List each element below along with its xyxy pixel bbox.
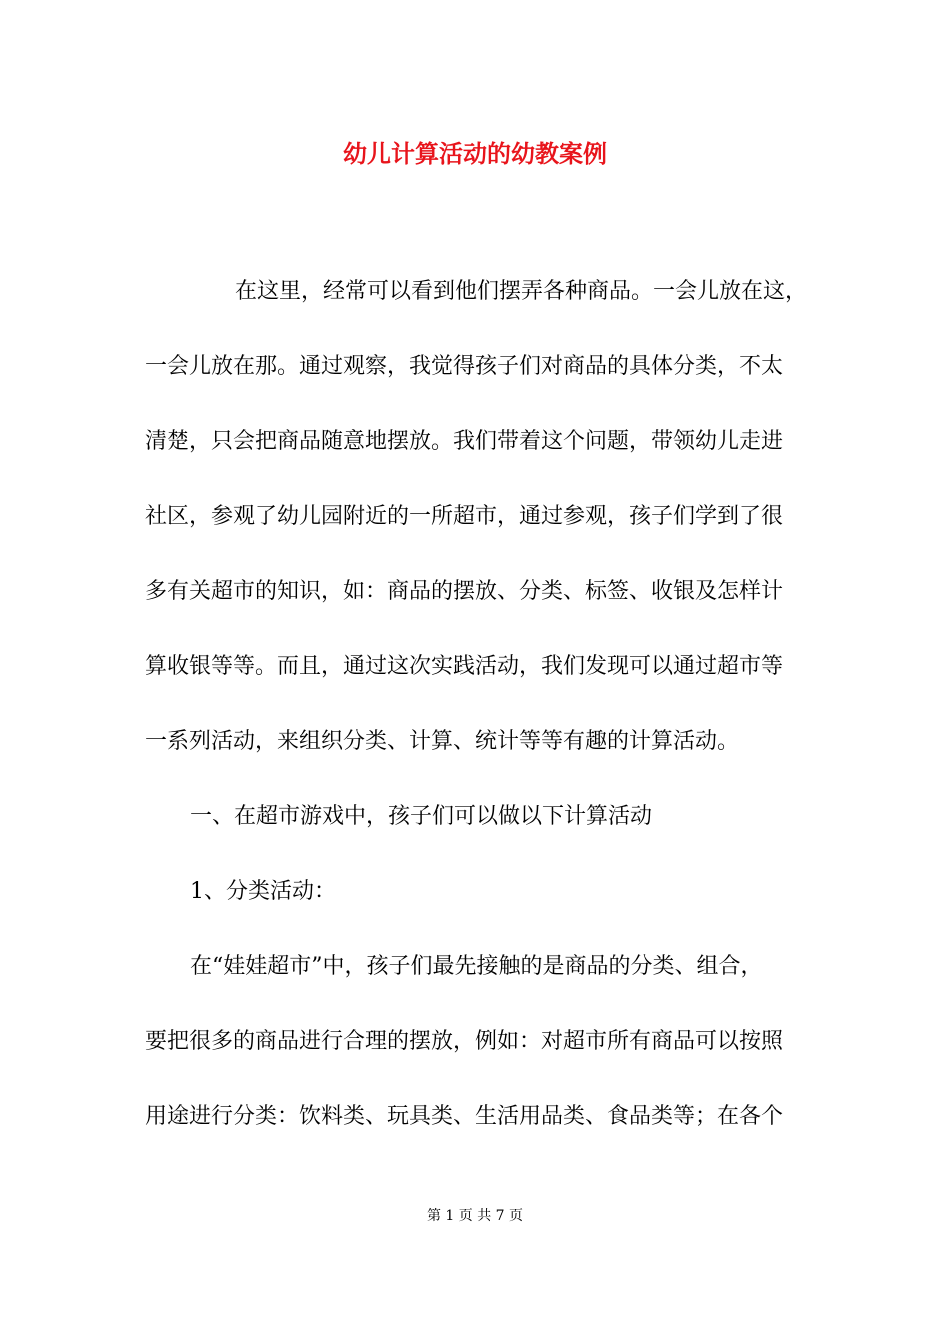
paragraph-line: 清楚，只会把商品随意地摆放。我们带着这个问题，带领幼儿走进 <box>145 429 784 454</box>
section-heading: 一、在超市游戏中，孩子们可以做以下计算活动 <box>190 804 653 829</box>
paragraph-line: 在这里，经常可以看到他们摆弄各种商品。一会儿放在这， <box>235 279 808 304</box>
paragraph-line: 在“娃娃超市”中，孩子们最先接触的是商品的分类、组合， <box>190 954 763 979</box>
paragraph-line: 用途进行分类：饮料类、玩具类、生活用品类、食品类等；在各个 <box>145 1104 784 1129</box>
paragraph-line: 要把很多的商品进行合理的摆放，例如：对超市所有商品可以按照 <box>145 1029 784 1054</box>
document-title: 幼儿计算活动的幼教案例 <box>343 139 607 168</box>
subsection-heading: 1、分类活动： <box>190 879 336 904</box>
paragraph-line: 社区，参观了幼儿园附近的一所超市，通过参观，孩子们学到了很 <box>145 504 784 529</box>
paragraph-line: 一会儿放在那。通过观察，我觉得孩子们对商品的具体分类，不太 <box>145 354 784 379</box>
page-footer: 第 1 页 共 7 页 <box>426 1208 524 1224</box>
paragraph-line: 一系列活动，来组织分类、计算、统计等等有趣的计算活动。 <box>145 729 740 754</box>
paragraph-line: 算收银等等。而且，通过这次实践活动，我们发现可以通过超市等 <box>145 654 784 679</box>
paragraph-line: 多有关超市的知识，如：商品的摆放、分类、标签、收银及怎样计 <box>145 579 784 604</box>
